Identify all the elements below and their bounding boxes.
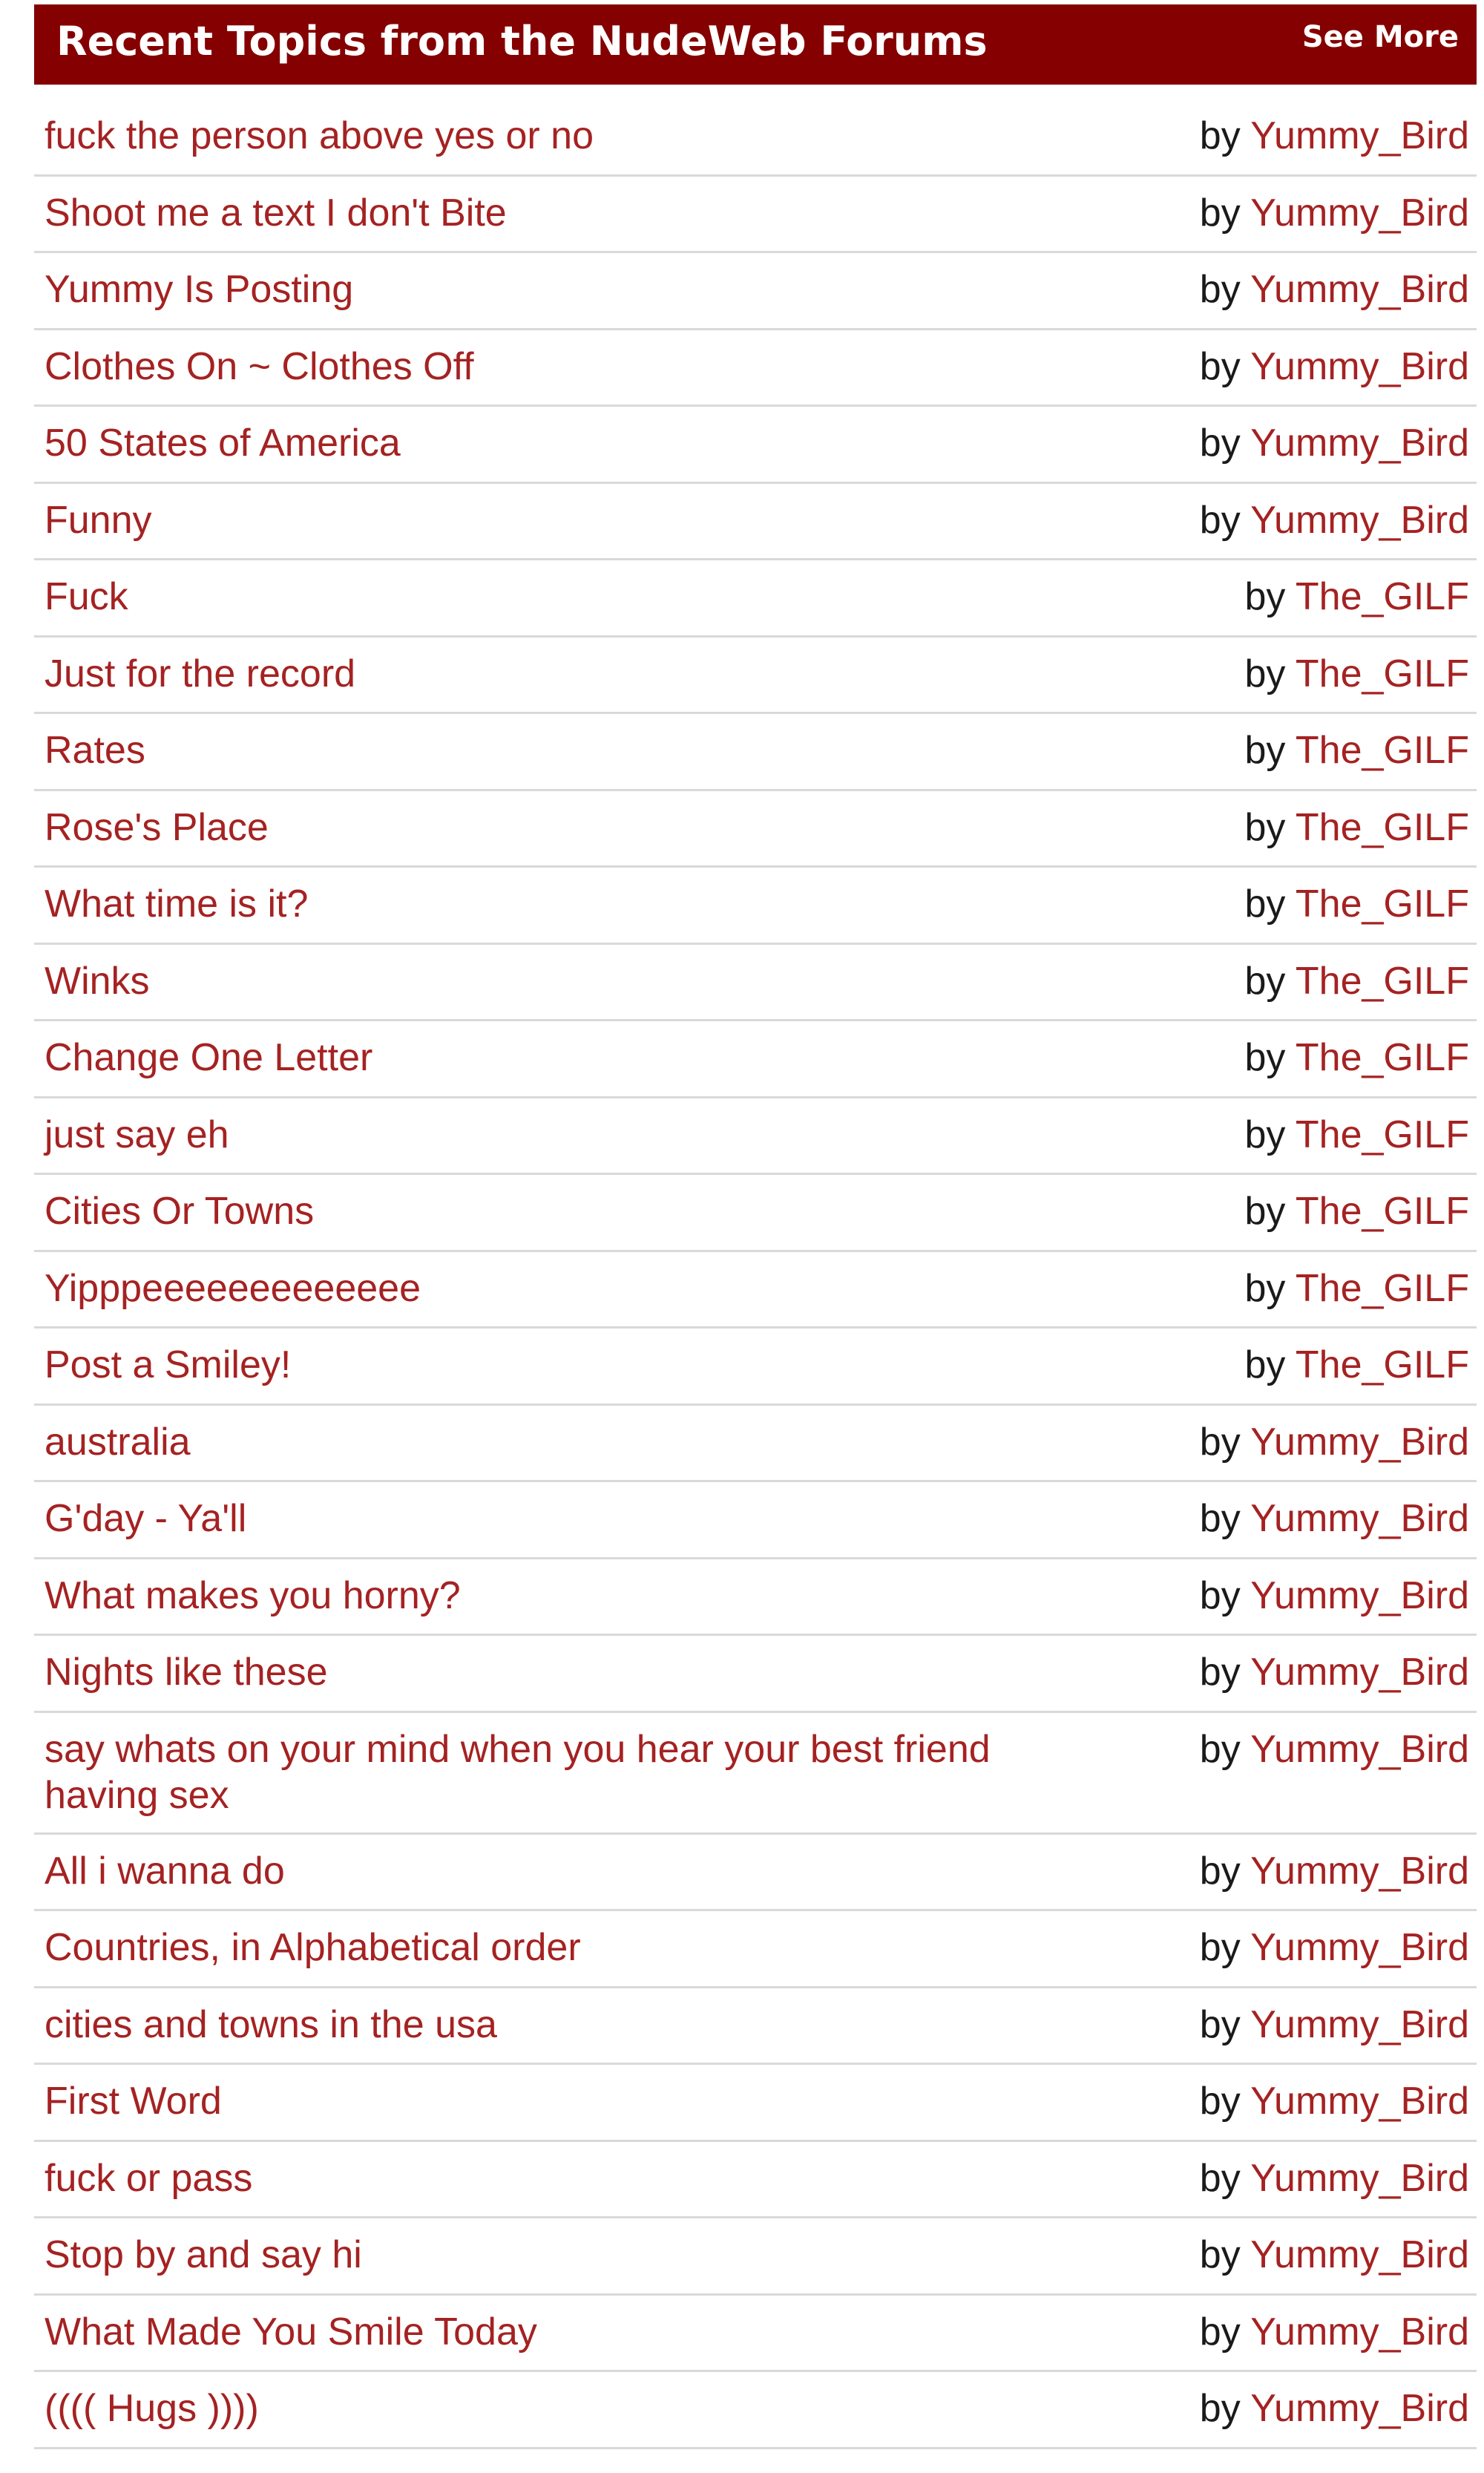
topic-byline (1200, 1726, 1469, 1772)
topic-author-link[interactable]: The_GILF (1295, 1036, 1469, 1079)
topic-byline (1200, 190, 1469, 236)
by-label: by (1244, 882, 1286, 926)
topic-title-link[interactable]: just say eh (45, 1113, 229, 1156)
topic-byline (1200, 1925, 1469, 1971)
topic-author-link[interactable]: The_GILF (1295, 575, 1469, 618)
by-label: by (1199, 2310, 1241, 2354)
topic-title-link[interactable]: say whats on your mind when you hear your best friend having sex (45, 1727, 991, 1817)
topic-byline (1200, 1573, 1469, 1619)
topic-author-link[interactable]: Yummy_Bird (1250, 2002, 1469, 2046)
topic-byline (1200, 2309, 1469, 2355)
topic-row (34, 1329, 1477, 1406)
topic-row (34, 2296, 1477, 2373)
topic-author-link[interactable]: The_GILF (1295, 1113, 1469, 1156)
topic-row (34, 407, 1477, 484)
topic-title-link[interactable]: Yipppeeeeeeeeeeeee (45, 1266, 421, 1310)
topic-author-link[interactable]: Yummy_Bird (1250, 1651, 1469, 1694)
topic-author-link[interactable]: Yummy_Bird (1250, 1420, 1469, 1464)
by-label: by (1199, 2387, 1241, 2430)
topic-author-link[interactable]: Yummy_Bird (1250, 1926, 1469, 1969)
by-label: by (1244, 1036, 1286, 1079)
topic-title-link[interactable]: Clothes On ~ Clothes Off (45, 344, 474, 388)
topic-byline (1200, 2078, 1469, 2124)
by-label: by (1199, 1849, 1241, 1893)
recent-topics-widget (34, 4, 1477, 2449)
topic-title-link[interactable]: Cities Or Towns (45, 1190, 315, 1233)
topic-author-link[interactable]: Yummy_Bird (1250, 422, 1469, 465)
by-label: by (1244, 729, 1286, 772)
by-label: by (1199, 1651, 1241, 1694)
topic-author-link[interactable]: Yummy_Bird (1250, 2310, 1469, 2354)
topic-title-link[interactable]: cities and towns in the usa (45, 2002, 497, 2046)
by-label: by (1244, 1113, 1286, 1156)
topic-author-link[interactable]: The_GILF (1295, 882, 1469, 926)
topic-title-link[interactable]: fuck or pass (45, 2156, 253, 2200)
by-label: by (1199, 2080, 1241, 2123)
topic-byline (1244, 805, 1469, 851)
topic-byline (1244, 574, 1469, 620)
topic-row (34, 1636, 1477, 1713)
topic-title-link[interactable]: What makes you horny? (45, 1573, 461, 1617)
topic-author-link[interactable]: The_GILF (1295, 805, 1469, 849)
topic-byline (1200, 266, 1469, 312)
topic-row (34, 2142, 1477, 2219)
topic-row (34, 1482, 1477, 1559)
topic-row (34, 177, 1477, 254)
topic-title-link[interactable]: Funny (45, 498, 152, 542)
topic-title-link[interactable]: Winks (45, 959, 150, 1003)
widget-title: Recent Topics from the NudeWeb Forums (56, 18, 988, 65)
topic-byline (1200, 497, 1469, 543)
by-label: by (1244, 1266, 1286, 1310)
topic-author-link[interactable]: The_GILF (1295, 1266, 1469, 1310)
by-label: by (1199, 268, 1241, 311)
topic-author-link[interactable]: Yummy_Bird (1250, 191, 1469, 235)
topic-author-link[interactable]: Yummy_Bird (1250, 1727, 1469, 1771)
topic-row (34, 638, 1477, 715)
topic-byline (1244, 1112, 1469, 1158)
topic-row (34, 1406, 1477, 1483)
by-label: by (1199, 2002, 1241, 2046)
by-label: by (1199, 2233, 1241, 2276)
topic-row (34, 714, 1477, 791)
topic-byline (1200, 344, 1469, 390)
topic-byline (1244, 881, 1469, 927)
topic-byline (1244, 1265, 1469, 1311)
topic-title-link[interactable]: australia (45, 1420, 191, 1464)
topic-title-link[interactable]: Yummy Is Posting (45, 268, 354, 311)
topic-author-link[interactable]: The_GILF (1295, 959, 1469, 1003)
topic-byline (1244, 1188, 1469, 1234)
topic-row (34, 1713, 1477, 1835)
topic-row (34, 330, 1477, 407)
topic-byline (1200, 1419, 1469, 1465)
topic-title-link[interactable]: What time is it? (45, 882, 309, 926)
topic-row (34, 1021, 1477, 1098)
by-label: by (1244, 575, 1286, 618)
by-label: by (1199, 498, 1241, 542)
topic-row (34, 1252, 1477, 1329)
topic-title-link[interactable]: Rates (45, 729, 145, 772)
topic-author-link[interactable]: Yummy_Bird (1250, 344, 1469, 388)
topic-author-link[interactable]: The_GILF (1295, 652, 1469, 695)
topic-row (34, 945, 1477, 1022)
by-label: by (1199, 1420, 1241, 1464)
topic-row (34, 791, 1477, 868)
topic-title-link[interactable]: Countries, in Alphabetical order (45, 1926, 581, 1969)
by-label: by (1199, 1926, 1241, 1969)
topic-author-link[interactable]: Yummy_Bird (1250, 2156, 1469, 2200)
topic-title-link[interactable]: Rose's Place (45, 805, 269, 849)
topic-byline (1200, 2155, 1469, 2201)
topic-row (34, 99, 1477, 177)
topic-byline (1244, 1035, 1469, 1081)
topic-title-link[interactable]: Just for the record (45, 652, 356, 695)
by-label: by (1244, 1343, 1286, 1386)
by-label: by (1244, 805, 1286, 849)
topic-row (34, 1835, 1477, 1912)
topic-author-link[interactable]: Yummy_Bird (1250, 498, 1469, 542)
by-label: by (1199, 2156, 1241, 2200)
topic-author-link[interactable]: Yummy_Bird (1250, 268, 1469, 311)
topic-author-link[interactable]: Yummy_Bird (1250, 1497, 1469, 1540)
by-label: by (1199, 1497, 1241, 1540)
topic-title-link[interactable]: Post a Smiley! (45, 1343, 292, 1386)
topic-author-link[interactable]: Yummy_Bird (1250, 2080, 1469, 2123)
topic-byline (1200, 420, 1469, 466)
see-more-link[interactable]: See More (1301, 20, 1459, 54)
topic-row (34, 1098, 1477, 1176)
by-label: by (1199, 344, 1241, 388)
topic-title-link[interactable]: Stop by and say hi (45, 2233, 362, 2276)
topic-byline (1200, 1649, 1469, 1695)
by-label: by (1199, 114, 1241, 157)
topic-byline (1200, 113, 1469, 159)
by-label: by (1199, 191, 1241, 235)
topic-row (34, 1988, 1477, 2066)
topic-row (34, 484, 1477, 561)
by-label: by (1199, 1727, 1241, 1771)
topic-row (34, 2065, 1477, 2142)
topic-title-link[interactable]: 50 States of America (45, 422, 401, 465)
by-label: by (1244, 652, 1286, 695)
topic-title-link[interactable]: Shoot me a text I don't Bite (45, 191, 507, 235)
topic-author-link[interactable]: Yummy_Bird (1250, 114, 1469, 157)
widget-header (34, 4, 1477, 85)
topic-row (34, 253, 1477, 330)
topic-row (34, 1175, 1477, 1252)
by-label: by (1199, 422, 1241, 465)
topic-title-link[interactable]: Nights like these (45, 1651, 328, 1694)
topic-list (34, 99, 1477, 2449)
topic-author-link[interactable]: Yummy_Bird (1250, 1573, 1469, 1617)
topic-title-link[interactable]: (((( Hugs )))) (45, 2387, 259, 2430)
topic-byline (1244, 727, 1469, 773)
topic-row (34, 1911, 1477, 1988)
topic-title-link[interactable]: All i wanna do (45, 1849, 285, 1893)
topic-title-link[interactable]: G'day - Ya'll (45, 1497, 247, 1540)
topic-byline (1200, 2385, 1469, 2431)
topic-title-link[interactable]: First Word (45, 2080, 222, 2123)
by-label: by (1199, 1573, 1241, 1617)
topic-row (34, 560, 1477, 638)
topic-title-link[interactable]: Change One Letter (45, 1036, 373, 1079)
by-label: by (1244, 959, 1286, 1003)
topic-author-link[interactable]: The_GILF (1295, 1343, 1469, 1386)
topic-byline (1200, 1848, 1469, 1894)
topic-byline (1200, 1496, 1469, 1542)
topic-byline (1200, 2232, 1469, 2278)
topic-title-link[interactable]: Fuck (45, 575, 128, 618)
topic-author-link[interactable]: The_GILF (1295, 729, 1469, 772)
topic-author-link[interactable]: Yummy_Bird (1250, 2233, 1469, 2276)
topic-author-link[interactable]: The_GILF (1295, 1190, 1469, 1233)
topic-row (34, 2372, 1477, 2449)
topic-byline (1244, 1342, 1469, 1388)
topic-byline (1244, 958, 1469, 1004)
topic-byline (1244, 651, 1469, 697)
topic-author-link[interactable]: Yummy_Bird (1250, 1849, 1469, 1893)
topic-byline (1200, 2002, 1469, 2048)
by-label: by (1244, 1190, 1286, 1233)
topic-row (34, 1559, 1477, 1637)
topic-title-link[interactable]: What Made You Smile Today (45, 2310, 537, 2354)
topic-title-link[interactable]: fuck the person above yes or no (45, 114, 594, 157)
topic-row (34, 868, 1477, 945)
topic-row (34, 2218, 1477, 2296)
topic-author-link[interactable]: Yummy_Bird (1250, 2387, 1469, 2430)
